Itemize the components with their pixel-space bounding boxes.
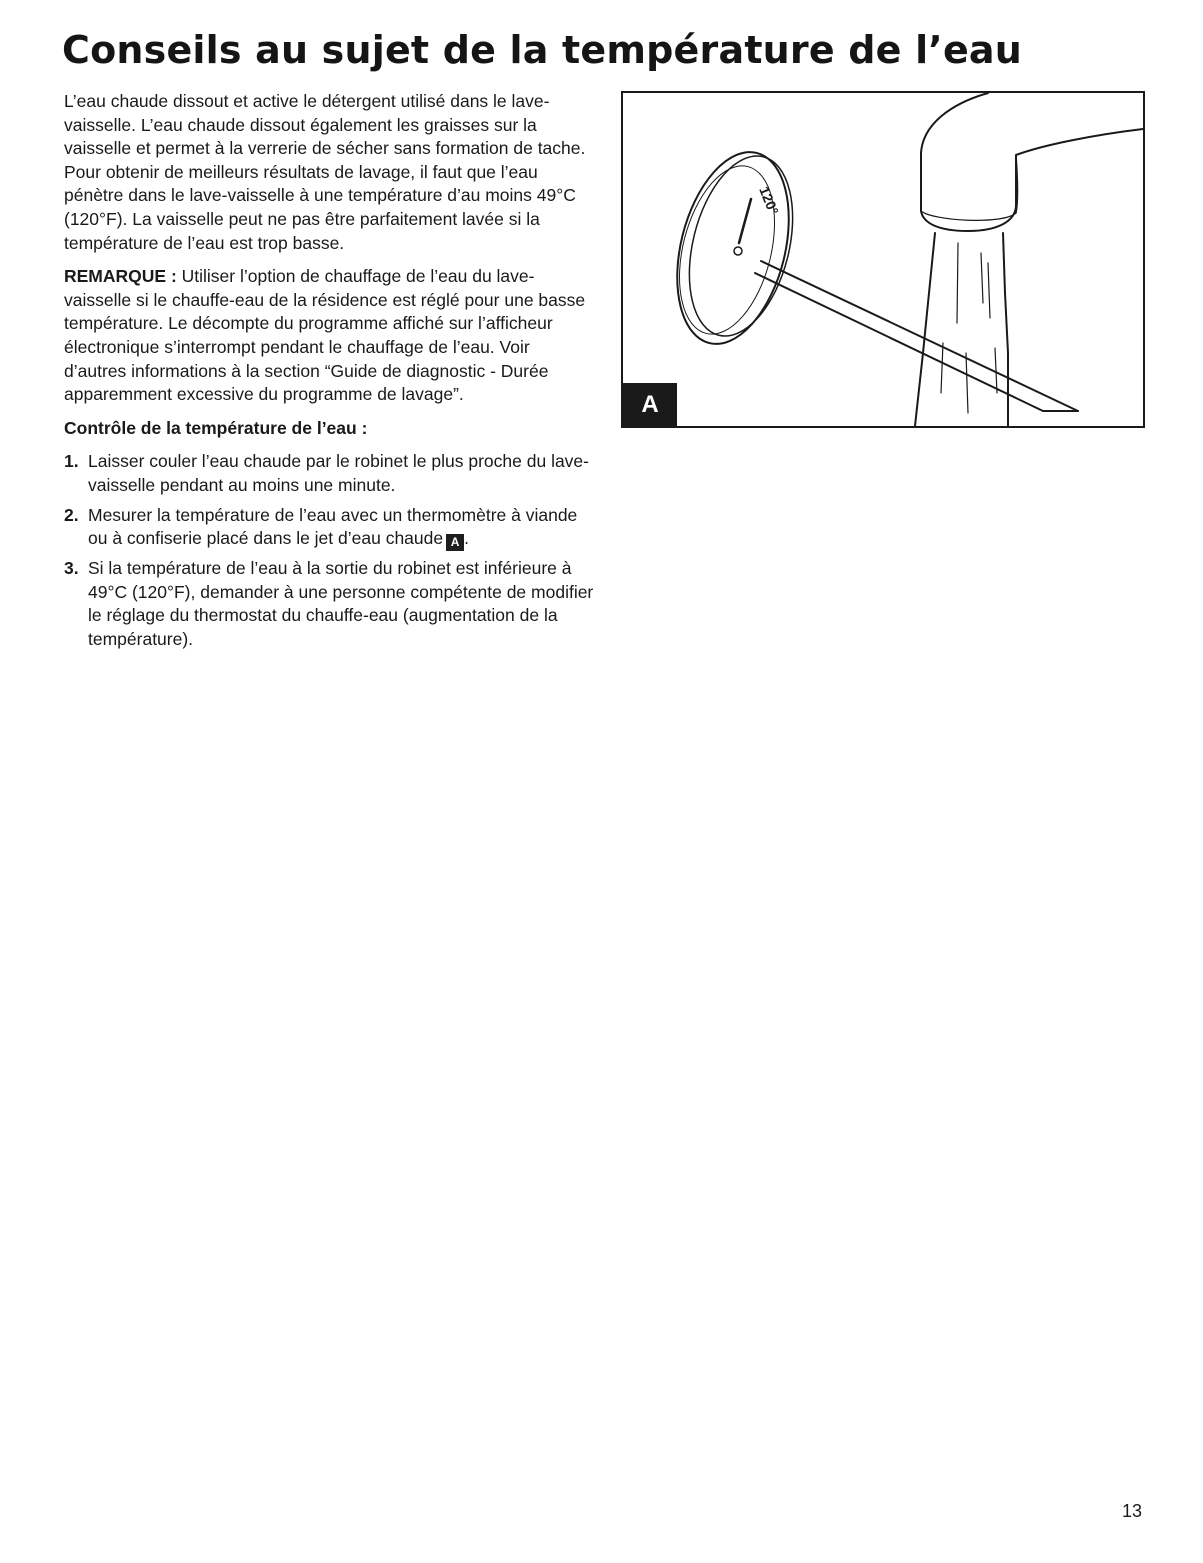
check-heading: Contrôle de la température de l’eau :: [64, 417, 368, 438]
illustration-drawing: [623, 93, 1143, 426]
callout-badge: A: [446, 534, 464, 551]
note-text: Utiliser l’option de chauffage de l’eau du lave-vaisselle si le chauffe-eau de la résidence est réglé pour une basse température. Le décompte du programme affiché sur l’afficheur électronique s’interrompt pendant le chauffage de l’eau. Voir d’autres informations à la section “Guide de diagnostic - Durée apparemment excessive du programme de lavage”.: [64, 266, 586, 405]
thermometer-faucet-illustration: [621, 91, 1145, 428]
step-text-end: .: [464, 528, 469, 549]
thermometer-dial-icon: [659, 140, 810, 355]
note-label: REMARQUE :: [64, 266, 177, 287]
water-stream-icon: [915, 233, 1008, 426]
steps-list: [64, 450, 594, 651]
step-text: Mesurer la température de l’eau avec un thermomètre à viande ou à confiserie placé dans le jet d’eau chaude: [88, 504, 578, 549]
dial-temperature-text: 120°: [756, 184, 782, 217]
step-number: 1.: [64, 451, 79, 472]
note-paragraph: [64, 265, 594, 407]
step-number: 3.: [64, 558, 79, 579]
list-item: [64, 450, 594, 497]
page-title: Conseils au sujet de la température de l’eau: [62, 28, 1023, 72]
figure-callout-label: A: [623, 383, 677, 427]
step-text: Si la température de l’eau à la sortie du robinet est inférieure à 49°C (120°F), demander à une personne compétente de modifier le réglage du thermostat du chauffe-eau (augmentation de la température).: [88, 558, 594, 649]
intro-paragraph: L’eau chaude dissout et active le détergent utilisé dans le lave-vaisselle. L’eau chaude dissout également les graisses sur la vaisselle et permet à la verrerie de sécher sans formation de tache. Pour obtenir de meilleurs résultats de lavage, il faut que l’eau pénètre dans le lave-vaisselle à une température d’au moins 49°C (120°F). La vaisselle peut ne pas être parfaitement lavée si la température de l’eau est trop basse.: [64, 91, 586, 253]
body-column: [64, 90, 594, 657]
step-text: Laisser couler l’eau chaude par le robinet le plus proche du lave-vaisselle pendant au moins une minute.: [88, 451, 589, 495]
faucet-icon: [921, 93, 1143, 231]
list-item: [64, 557, 594, 651]
list-item: [64, 504, 594, 552]
page-number: 13: [1122, 1501, 1143, 1521]
step-number: 2.: [64, 504, 79, 525]
thermometer-stem-icon: [755, 261, 1078, 411]
